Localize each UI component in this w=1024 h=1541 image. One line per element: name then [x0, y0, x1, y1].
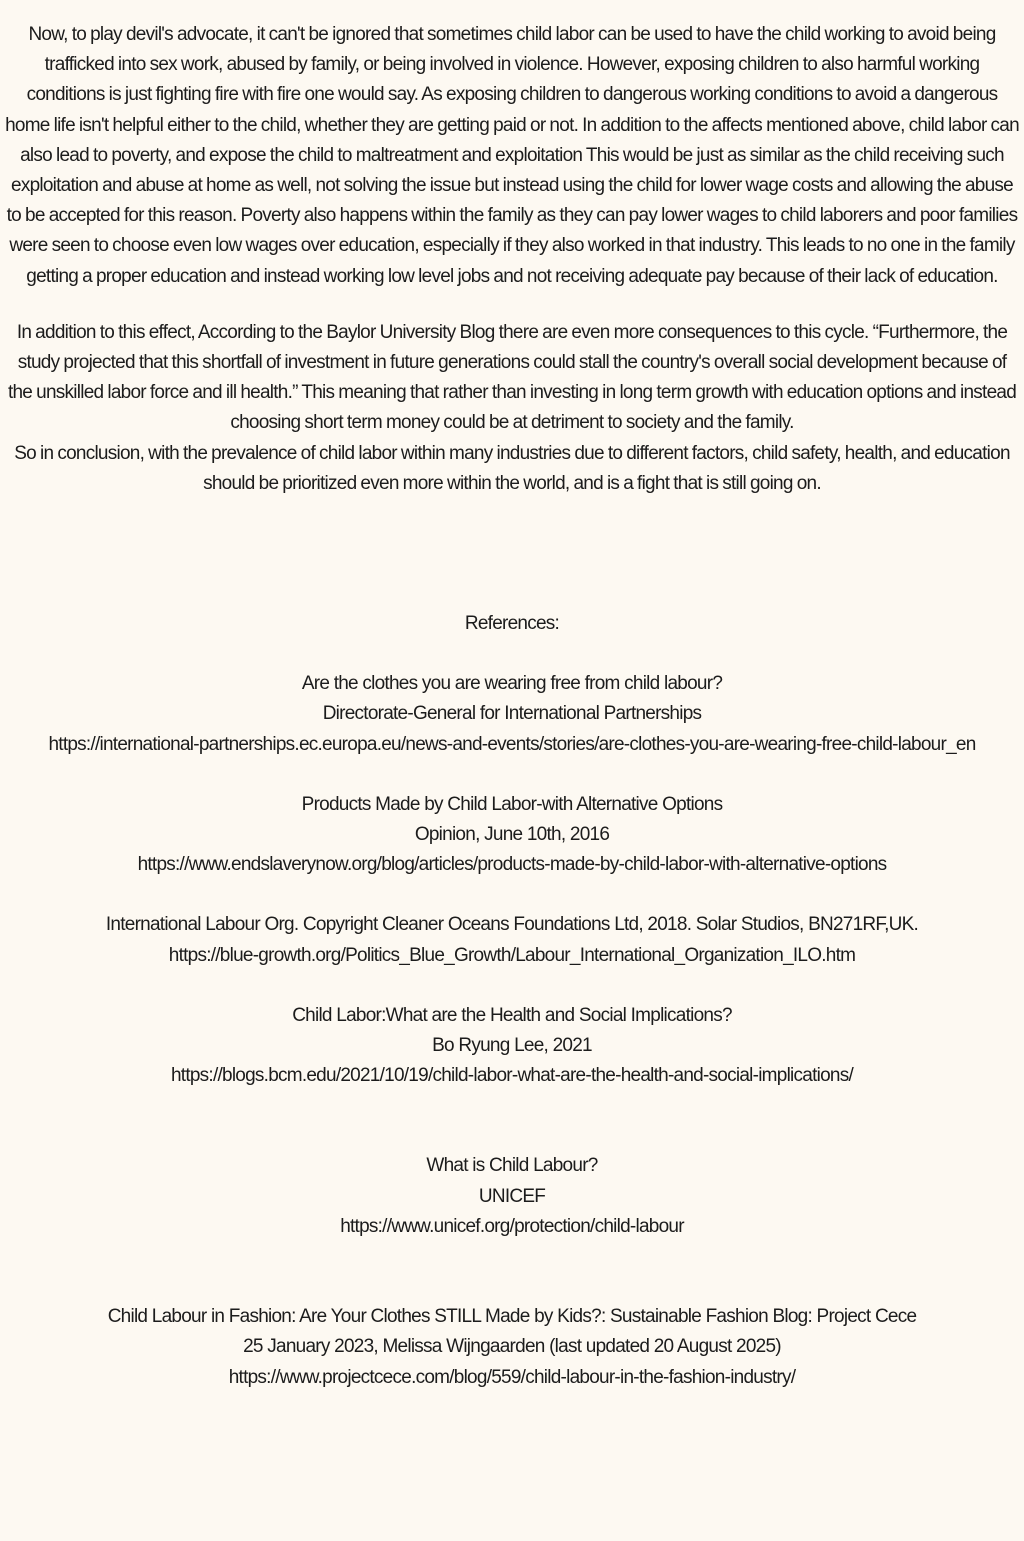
references-heading: References:: [464, 613, 560, 635]
reference-url[interactable]: https://blue-growth.org/Politics_Blue_Growth/Labour_International_Organization_ILO.htm: [168, 944, 856, 966]
reference-title: Child Labor:What are the Health and Social Implications?: [292, 1004, 732, 1026]
reference-title: What is Child Labour?: [426, 1155, 598, 1177]
reference-item: [4, 910, 1020, 970]
reference-item: [4, 1151, 1020, 1242]
reference-title: Products Made by Child Labor-with Alternative Options: [301, 793, 723, 815]
reference-url[interactable]: https://blogs.bcm.edu/2021/10/19/child-labor-what-are-the-health-and-social-implications/: [170, 1065, 854, 1087]
reference-item: [4, 1302, 1020, 1393]
references-section: [4, 609, 1020, 1393]
reference-url[interactable]: https://international-partnerships.ec.europa.eu/news-and-events/stories/are-clothes-you-are-wearing-free-child-labour_en: [48, 733, 976, 755]
reference-url[interactable]: https://www.projectcece.com/blog/559/child-labour-in-the-fashion-industry/: [228, 1366, 796, 1388]
reference-title: Child Labour in Fashion: Are Your Clothes STILL Made by Kids?: Sustainable Fashion Blog: Project Cece: [107, 1306, 917, 1328]
reference-source: Directorate-General for International Partnerships: [322, 703, 702, 725]
body-paragraph: In addition to this effect, According to the Baylor University Blog there are even more consequences to this cycle. “Furthermore, the study projected that this shortfall of investment in future generations could stall the country's overall social development because of the unskilled labor force and ill health.” This meaning that rather than investing in long term growth with education options and instead choosing short term money could be at detriment to society and the family.: [7, 321, 1017, 434]
reference-title: Are the clothes you are wearing free from child labour?: [301, 673, 723, 695]
body-paragraph: Now, to play devil's advocate, it can't be ignored that sometimes child labor can be used to have the child working to avoid being trafficked into sex work, abused by family, or being involved in violence. However, exposing children to also harmful working conditions is just fighting fire with fire one would say. As exposing children to dangerous working conditions to avoid a dangerous home life isn't helpful either to the child, whether they are getting paid or not. In addition to the affects mentioned above, child labor can also lead to poverty, and expose the child to maltreatment and exploitation This would be just as similar as the child receiving such exploitation and abuse at home as well, not solving the issue but instead using the child for lower wage costs and allowing the abuse to be accepted for this reason. Poverty also happens within the family as they can pay lower wages to child laborers and poor families were seen to choose even low wages over education, especially if they also worked in that industry. This leads to no one in the family getting a proper education and instead working low level jobs and not receiving adequate pay because of their lack of education.: [5, 24, 1019, 287]
reference-url[interactable]: https://www.unicef.org/protection/child-labour: [340, 1215, 684, 1237]
reference-source: Opinion, June 10th, 2016: [414, 824, 610, 846]
reference-title: International Labour Org. Copyright Cleaner Oceans Foundations Ltd, 2018. Solar Studios, BN271RF,UK.: [105, 914, 919, 936]
reference-item: [4, 669, 1020, 760]
reference-url[interactable]: https://www.endslaverynow.org/blog/articles/products-made-by-child-labor-with-alternative-options: [137, 854, 887, 876]
reference-source: Bo Ryung Lee, 2021: [432, 1035, 592, 1057]
reference-item: [4, 1001, 1020, 1092]
reference-item: [4, 790, 1020, 881]
conclusion-paragraph: So in conclusion, with the prevalence of child labor within many industries due to different factors, child safety, health, and education should be prioritized even more within the world, and is a fight that is still going on.: [14, 442, 1010, 494]
reference-source: 25 January 2023, Melissa Wijngaarden (last updated 20 August 2025): [243, 1336, 781, 1358]
reference-source: UNICEF: [478, 1185, 546, 1207]
